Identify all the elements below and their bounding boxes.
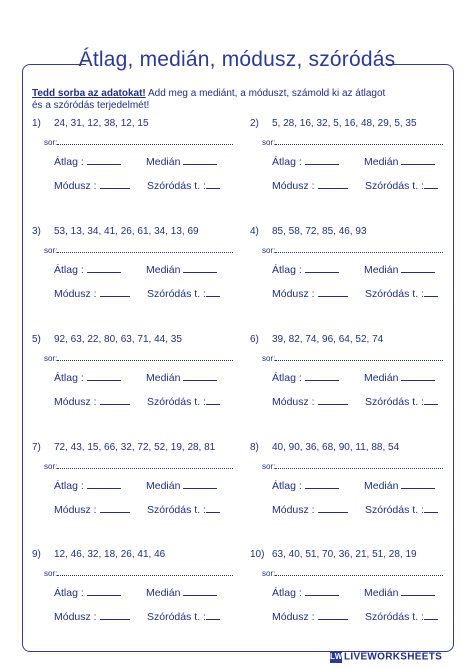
median-label: Medián <box>146 264 181 276</box>
median-input[interactable] <box>183 370 217 381</box>
mode-field <box>272 394 348 408</box>
modusz-label: Módusz : <box>272 611 315 623</box>
sor-label: sor: <box>44 138 58 147</box>
average-input[interactable] <box>305 585 339 596</box>
problem-8 <box>250 442 399 453</box>
average-field <box>54 262 121 276</box>
range-input[interactable] <box>206 502 220 513</box>
sor-label: sor: <box>262 246 276 255</box>
problem-data: 72, 43, 15, 66, 32, 72, 52, 19, 28, 81 <box>54 442 216 453</box>
median-label: Medián <box>364 372 399 384</box>
sort-row <box>262 246 443 255</box>
sor-label: sor: <box>262 138 276 147</box>
szorodas-label: Szóródás t. : <box>147 611 206 623</box>
instruction-bold: Tedd sorba az adatokat! <box>32 88 146 99</box>
sort-answer-line[interactable] <box>57 354 233 361</box>
average-field <box>54 585 121 599</box>
median-field <box>146 478 217 492</box>
problem-number: 3) <box>32 226 41 237</box>
sort-row <box>262 138 443 147</box>
range-input[interactable] <box>424 286 438 297</box>
median-input[interactable] <box>183 154 217 165</box>
sor-label: sor: <box>262 462 276 471</box>
modusz-label: Módusz : <box>54 288 97 300</box>
median-input[interactable] <box>183 585 217 596</box>
sort-row <box>44 354 233 363</box>
average-field <box>54 370 121 384</box>
mode-input[interactable] <box>100 286 130 297</box>
problem-number: 8) <box>250 442 259 453</box>
sort-row <box>44 246 233 255</box>
szorodas-label: Szóródás t. : <box>147 288 206 300</box>
mode-input[interactable] <box>100 502 130 513</box>
median-input[interactable] <box>401 370 435 381</box>
problem-data: 92, 63, 22, 80, 63, 71, 44, 35 <box>54 334 182 345</box>
mode-field <box>272 502 348 516</box>
mode-field <box>54 178 130 192</box>
problem-1 <box>32 118 149 129</box>
median-label: Medián <box>146 156 181 168</box>
median-field <box>364 262 435 276</box>
problem-data: 24, 31, 12, 38, 12, 15 <box>54 118 149 129</box>
mode-input[interactable] <box>100 609 130 620</box>
median-input[interactable] <box>183 262 217 273</box>
range-input[interactable] <box>424 502 438 513</box>
modusz-label: Módusz : <box>272 180 315 192</box>
instruction-text-2: és a szóródás terjedelmét! <box>32 100 150 111</box>
problem-data: 40, 90, 36, 68, 90, 11, 88, 54 <box>272 442 400 453</box>
atlag-label: Átlag : <box>54 587 84 599</box>
atlag-label: Átlag : <box>54 156 84 168</box>
szorodas-label: Szóródás t. : <box>365 288 424 300</box>
sor-label: sor: <box>44 354 58 363</box>
sort-answer-line[interactable] <box>275 569 443 576</box>
average-field <box>54 478 121 492</box>
median-label: Medián <box>364 480 399 492</box>
range-field <box>365 178 438 192</box>
median-field <box>364 585 435 599</box>
median-input[interactable] <box>401 585 435 596</box>
sort-answer-line[interactable] <box>275 138 443 145</box>
brand-text: LIVEWORKSHEETS <box>344 651 443 663</box>
atlag-label: Átlag : <box>54 264 84 276</box>
problem-4 <box>250 226 367 237</box>
median-label: Medián <box>146 480 181 492</box>
range-field <box>147 286 220 300</box>
average-input[interactable] <box>87 262 121 273</box>
mode-input[interactable] <box>100 394 130 405</box>
problem-6 <box>250 334 383 345</box>
mode-field <box>54 286 130 300</box>
sort-answer-line[interactable] <box>57 569 233 576</box>
median-label: Medián <box>146 372 181 384</box>
range-field <box>147 609 220 623</box>
problem-number: 1) <box>32 118 41 129</box>
atlag-label: Átlag : <box>272 587 302 599</box>
mode-input[interactable] <box>318 502 348 513</box>
median-input[interactable] <box>401 478 435 489</box>
median-input[interactable] <box>183 478 217 489</box>
problem-data: 12, 46, 32, 18, 26, 41, 46 <box>54 549 166 560</box>
atlag-label: Átlag : <box>272 480 302 492</box>
median-field <box>364 478 435 492</box>
sort-row <box>262 354 443 363</box>
problem-10 <box>250 549 417 560</box>
modusz-label: Módusz : <box>272 396 315 408</box>
average-input[interactable] <box>305 154 339 165</box>
atlag-label: Átlag : <box>272 372 302 384</box>
range-input[interactable] <box>206 609 220 620</box>
average-input[interactable] <box>87 154 121 165</box>
problem-data: 39, 82, 74, 96, 64, 52, 74 <box>272 334 384 345</box>
mode-input[interactable] <box>318 286 348 297</box>
problem-data: 85, 58, 72, 85, 46, 93 <box>272 226 367 237</box>
range-input[interactable] <box>206 178 220 189</box>
problem-data: 53, 13, 34, 41, 26, 61, 34, 13, 69 <box>54 226 199 237</box>
modusz-label: Módusz : <box>54 504 97 516</box>
range-input[interactable] <box>424 609 438 620</box>
sort-row <box>262 569 443 578</box>
sort-row <box>44 569 233 578</box>
median-field <box>146 585 217 599</box>
problem-7 <box>32 442 215 453</box>
szorodas-label: Szóródás t. : <box>147 396 206 408</box>
modusz-label: Módusz : <box>54 396 97 408</box>
szorodas-label: Szóródás t. : <box>365 180 424 192</box>
mode-input[interactable] <box>100 178 130 189</box>
range-field <box>365 609 438 623</box>
range-field <box>147 178 220 192</box>
modusz-label: Módusz : <box>54 611 97 623</box>
mode-field <box>272 609 348 623</box>
problem-data: 5, 28, 16, 32, 5, 16, 48, 29, 5, 35 <box>272 118 417 129</box>
problem-number: 4) <box>250 226 259 237</box>
problem-data: 63, 40, 51, 70, 36, 21, 51, 28, 19 <box>272 549 417 560</box>
atlag-label: Átlag : <box>54 372 84 384</box>
problem-2 <box>250 118 417 129</box>
szorodas-label: Szóródás t. : <box>365 396 424 408</box>
sort-answer-line[interactable] <box>57 246 233 253</box>
mode-field <box>54 609 130 623</box>
median-label: Medián <box>364 587 399 599</box>
average-input[interactable] <box>87 585 121 596</box>
modusz-label: Módusz : <box>272 504 315 516</box>
sort-answer-line[interactable] <box>275 354 443 361</box>
liveworksheets-logo-icon: LW <box>330 652 343 661</box>
range-input[interactable] <box>206 394 220 405</box>
mode-input[interactable] <box>318 394 348 405</box>
range-field <box>365 394 438 408</box>
sor-label: sor: <box>44 569 58 578</box>
range-input[interactable] <box>206 286 220 297</box>
sor-label: sor: <box>44 246 58 255</box>
mode-field <box>54 502 130 516</box>
sort-answer-line[interactable] <box>57 462 233 469</box>
sort-answer-line[interactable] <box>57 138 233 145</box>
median-field <box>364 370 435 384</box>
range-field <box>365 286 438 300</box>
sort-row <box>44 138 233 147</box>
atlag-label: Átlag : <box>54 480 84 492</box>
average-input[interactable] <box>305 262 339 273</box>
range-input[interactable] <box>424 394 438 405</box>
average-field <box>272 585 339 599</box>
problem-number: 7) <box>32 442 41 453</box>
sort-row <box>44 462 233 471</box>
problem-5 <box>32 334 182 345</box>
average-field <box>272 370 339 384</box>
range-field <box>365 502 438 516</box>
instructions <box>32 88 442 112</box>
szorodas-label: Szóródás t. : <box>147 504 206 516</box>
median-field <box>364 154 435 168</box>
modusz-label: Módusz : <box>54 180 97 192</box>
average-input[interactable] <box>87 478 121 489</box>
problem-number: 2) <box>250 118 259 129</box>
atlag-label: Átlag : <box>272 156 302 168</box>
problem-number: 6) <box>250 334 259 345</box>
problem-number: 5) <box>32 334 41 345</box>
mode-input[interactable] <box>318 178 348 189</box>
average-field <box>272 478 339 492</box>
problem-9 <box>32 549 165 560</box>
szorodas-label: Szóródás t. : <box>147 180 206 192</box>
sort-answer-line[interactable] <box>275 246 443 253</box>
average-input[interactable] <box>305 370 339 381</box>
modusz-label: Módusz : <box>272 288 315 300</box>
mode-field <box>272 286 348 300</box>
mode-input[interactable] <box>318 609 348 620</box>
median-field <box>146 370 217 384</box>
sor-label: sor: <box>262 354 276 363</box>
problem-3 <box>32 226 199 237</box>
sort-row <box>262 462 443 471</box>
instruction-text-1: Add meg a mediánt, a móduszt, számold ki az átlagot <box>145 88 386 99</box>
average-input[interactable] <box>305 478 339 489</box>
average-field <box>272 262 339 276</box>
page-title: Átlag, medián, módusz, szóródás <box>78 48 396 71</box>
szorodas-label: Szóródás t. : <box>365 504 424 516</box>
mode-field <box>272 178 348 192</box>
problem-number: 10) <box>250 549 265 560</box>
range-field <box>147 394 220 408</box>
footer-brand <box>330 651 470 667</box>
atlag-label: Átlag : <box>272 264 302 276</box>
median-input[interactable] <box>401 154 435 165</box>
average-field <box>54 154 121 168</box>
mode-field <box>54 394 130 408</box>
problem-number: 9) <box>32 549 41 560</box>
median-label: Medián <box>364 156 399 168</box>
average-input[interactable] <box>87 370 121 381</box>
sor-label: sor: <box>44 462 58 471</box>
range-field <box>147 502 220 516</box>
median-label: Medián <box>146 587 181 599</box>
szorodas-label: Szóródás t. : <box>365 611 424 623</box>
sort-answer-line[interactable] <box>275 462 443 469</box>
average-field <box>272 154 339 168</box>
sor-label: sor: <box>262 569 276 578</box>
median-input[interactable] <box>401 262 435 273</box>
median-label: Medián <box>364 264 399 276</box>
median-field <box>146 154 217 168</box>
median-field <box>146 262 217 276</box>
range-input[interactable] <box>424 178 438 189</box>
